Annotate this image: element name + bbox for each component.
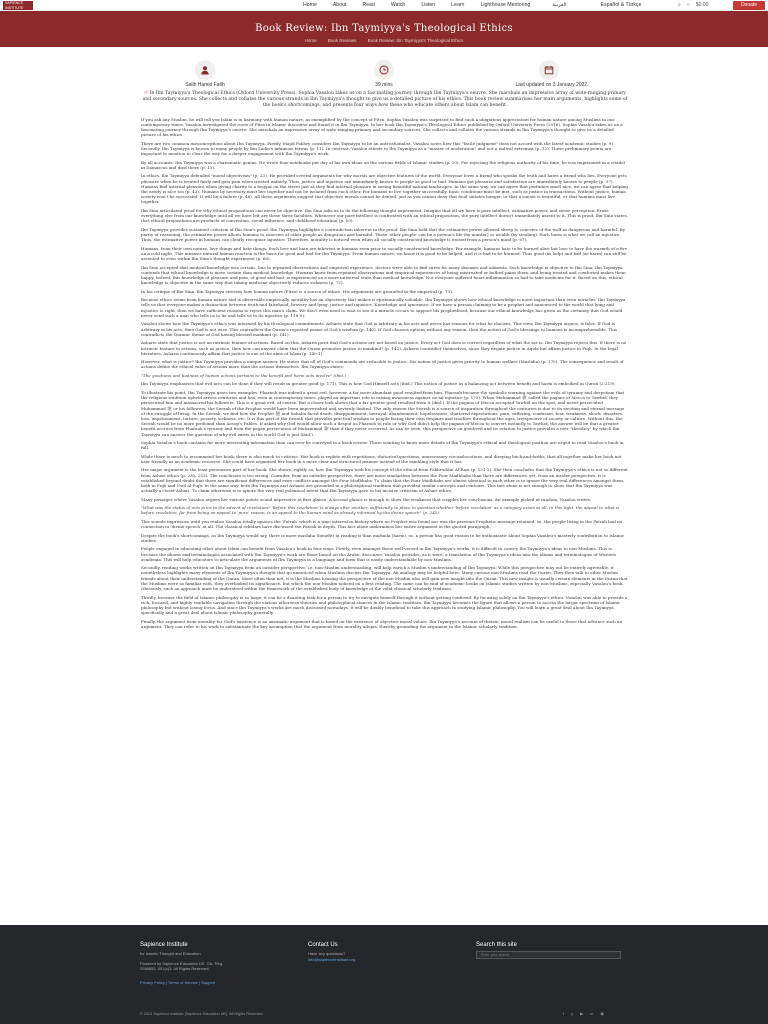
article-paragraph: Ibn Taymiyya provides sustained criticism of Ibn Sina's proof. Ibn Taymiyya highlights a contradiction inherent in the proof. Ibn Sina held that the estimative power allowed sheep to conceive of the wolf as dangerous and harmful. By parity of reasoning, the estimative power allows humans to conceive of other people as dangerous and harmful. These 'other people' can be a person's life (by murder) or wealth (by stealing). Such harm is what we call an injustice. Thus, the estimative power in humans can clearly recognise injustice. Therefore, morality is noticed even when all socially constructed knowledge is erased from a person's mind (p. 67). — [141, 226, 625, 243]
clock-icon — [374, 60, 394, 80]
block-quote: "What was the status of acts prior to the advent of revelation? 'Before this revelation' is always after another, sufficiently to place in question whether 'before revelation' as a category exists at all. In this light, the appeal to what is before revelation, far from being an appeal to 'pure' reason, is an appeal to the human mind as already informed by the divine speech" (p. 245). — [141, 505, 620, 516]
article-body — [0, 117, 768, 629]
article-paragraph: Asharis state that justice is not an intrinsic feature of actions. Based on this, Asharis posit that God's actions are not based on justice. Every act God does is correct regardless of what the act is. Ibn Taymiyya rejects this. If there is no intrinsic feature to actions, such as justice, then how can anyone claim that the Quran promotes justice to mankind? (p. 142). Asharis contradict themselves, since they negate justice in Aqida but affirm justice in Fiqh. In the legal literature, Asharis continuously affirm that justice is one of the aims of Islam (p. 140-1). — [141, 340, 627, 356]
article-paragraph: Humans, from their own nature, love things and hate things. Such love and hate are inherent in humans even prior to socially constructed knowledge. For example, humans hate to be burned alive but love to have the warmth of a fire on a cold night. This intrinsic natural human reaction is the basis for good and bad for Ibn Taymiyya. From human nature, we know it is good to be helped, and it is bad to be harmed. Thus good (as help) and bad (as harm) can still be assented to even within Ibn Sina's thought experiment (p. 68). — [141, 245, 628, 262]
article-paragraph: Secondly, reading works written on Ibn Taymiyya from an outsider perspective, i.e. non-Muslim understanding, will help enrich a Muslim's understanding of Ibn Taymiyya. While this perspective may not be entirely agreeable, it nonetheless highlights many elements of Ibn Taymiyya's thought that go unnoticed when Muslims discuss Ibn Taymiyya. An analogy may be helpful here. Many curious non-Muslims read the Quran. They then talk to other Muslim friends about their understanding of the Quran. More often than not, it is the Muslims hearing the perspective of the non-Muslim who will gain new insight into the Quran. This new insight is usually certain elements in the Quran that the Muslims were so familiar with, they overlooked its significance, but which the non-Muslim noticed on a first reading. The same can be said of academic books on Islamic studies written by non-Muslims, especially Vasalou's book. Obviously, such an approach must be understood within the framework of the established body of knowledge of the valid classical scholarly tradition. — [141, 565, 628, 592]
article-paragraph: Finally, the argument from morality for God's existence is an axiomatic argument that is based on the existence of objective moral values. Ibn Taymiyya's account of theistic moral realism can be useful to those that advance such an argument. They can refer to his work to substantiate the key assumption that the argument from morality adopts, thereby grounding the argument in the Islamic scholarly tradition. — [141, 618, 623, 629]
article-paragraph: Many passages where Vasalou argues her various points sound impressive at first glance. A second glance is enough to show the weakness that cripples her conclusions. An example picked at random, Vasalou writes: — [141, 496, 592, 502]
site-footer — [0, 925, 768, 1024]
article-paragraph: Because ethics stems from human nature and is observable empirically, morality has an objectivity that makes it epistemically valuable. Ibn Taymiyya shows how ethical knowledge is more important than even miracles. Ibn Taymiyya tells us that everyone makes a distinction between truth and falsehood, bravery and lying, justice and injustice. Knowledge and ignorance. If we have a person claiming to be a prophet and announced to the world that lying and injustice is right, then we have sufficient reasons to reject this man's claim. We don't even need to wait to see if a miracle occurs to support his prophethood, because our ethical knowledge has given us the certainty that God would never send such a man who tells us to lie and tells us to do injustice (p. 118-9). — [141, 297, 626, 318]
nav-link-arabic[interactable]: العربية — [552, 2, 567, 8]
article-paragraph: If you ask any Muslim, he will tell you Islam is in harmony with human nature, as exemplified by the concept of Fitra. Sophia Vasalou was surprised to find such a ubiquitous appreciation for human nature among Muslims in our contemporary times. Vasalou investigated the roots of Fitra in Islamic discourse and found it in Ibn Taymiyya. In her book Ibn Taymiyya's Theological Ethics published by Oxford University Press (2016), Sophia Vasalou takes us on a fascinating journey through Ibn Taymiyya's oeuvre. She marshals an impressive array of wide-ranging primary and secondary sources. She collects and collates the various strands in Ibn Taymiyya's thought to give us a detailed picture of his ethics. — [141, 116, 623, 138]
cart-total[interactable]: $0.00 — [695, 2, 709, 8]
author-icon — [195, 60, 215, 80]
account-icon[interactable]: ○ — [686, 2, 690, 8]
article-paragraph: In his critique of Ibn Sina, Ibn Taymiyya stresses how human nature (Fitra) is a source of ethics. His arguments are grounded in the empirical (p. 73). — [141, 288, 454, 294]
breadcrumb — [0, 38, 768, 43]
twitter-icon[interactable]: y — [571, 1011, 574, 1016]
footer-search-input[interactable]: Enter your search — [476, 951, 621, 959]
footer-legal-2: 2956852. 501(c)3. All Rights Reserved. — [140, 966, 210, 971]
article-paragraph: However, what is justice? Ibn Taymiyya provides a unique answer. He states that all of God's commands are reducible to justice. His notion of justice gives priority to human welfare (Maslaha) (p. 170). The consequence and result of actions define the ethical value of actions more than the actions themselves. Ibn Taymiyya states: — [141, 359, 624, 370]
footer-legal-1: Powered by Sapience Education UK. Cic. Reg. — [140, 960, 224, 966]
page-hero — [0, 11, 768, 47]
footer-about — [140, 942, 290, 985]
site-logo[interactable] — [3, 1, 33, 10]
breadcrumb-home[interactable]: Home — [304, 38, 317, 43]
logo-line-1: SAPIENCE — [5, 1, 24, 5]
copyright-text: © 2024 Sapience Institute (Sapience Education UK). All Rights Reserved. — [140, 1012, 264, 1016]
linkedin-icon[interactable]: in — [590, 1011, 594, 1016]
article-paragraph: This sounds impressive until you realise Vasalou totally ignores the 'Fatrah' which is a time interval in history where no Prophet was found nor was the previous Prophetic message retained, so, the people living in the Fatrah had no connection to 'divine speech' at all. The classical scholars have discussed the Fatrah in depth. This fact alone undermines her entire argument in the quoted paragraph. — [141, 518, 623, 530]
facebook-icon[interactable]: f — [563, 1011, 565, 1016]
article-abstract — [0, 91, 768, 109]
author-name[interactable]: Salih Hamid Fatih — [185, 82, 225, 88]
article-meta — [0, 47, 768, 89]
footer-email-link[interactable]: info@sapienceinstitute.org — [308, 956, 356, 962]
article-paragraph: Ibn Taymiyya emphasises that evil acts can be done if they will result in greater good (p. 171). This is how God Himself acts (ibid.) This notion of justice as a balancing act between benefit and harm is embodied in Quran (2:219). — [141, 381, 616, 387]
article-paragraph: Sophia Vasalou's book contains far more interesting information than can ever be conveyed in a book review. Those wanting to know more details of Ibn Taymiyya's ethical and theological position are urged to read Vasalou's book in full. — [141, 440, 624, 451]
nav-icons — [678, 2, 708, 8]
nav-link-listen[interactable]: Listen — [421, 2, 436, 8]
footer-contact-sub: Have any questions? — [308, 951, 346, 956]
footer-org-name: Sapience Institute — [140, 942, 188, 948]
top-navigation — [0, 0, 768, 11]
social-links — [563, 1011, 604, 1016]
read-time: 39 mins — [375, 82, 393, 88]
footer-contact — [308, 942, 448, 962]
footer-search-title: Search this site — [476, 942, 518, 948]
nav-links — [303, 0, 657, 11]
article-paragraph: Ibn Sina articulated proof for why ethical propositions can never be objective. Ibn Sina asks us to do the following thought experiment. Imagine that all we have is pure intellect, estimative power, and sense perception. Erase everything else from our knowledge until all we have left are these three faculties. Whenever our pure intellect is confronted with an ethical proposition, the pure intellect doesn't immediately assent to it. This is proof, Ibn Sina states, that ethical propositions are products of convention, social influence, and childhood education (p. 59). — [141, 207, 628, 224]
article-paragraph: In ethics, Ibn Taymiyya defended "moral objectivism" (p. 23). He provided several arguments for why morals are objective features of the world. Everyone loves a friend who speaks the truth and hates a friend who lies. Everyone gets pleasure when he is treated fairly and gets pain when treated unfairly. Thus, justice and injustice are immediately known to people as good or bad. Humans get pleasure and satisfaction are immediately known to people (p. 37). Humans find internal pleasure when giving charity to a beggar on the street just as they find internal pleasure in seeing beautiful natural landscapes. In the same way, we can agree that perfumes smell nice, we can agree that helping the needy is nice too (p. 43). Humans by necessity must live together and not be isolated from each other. For humans to live together successfully, basic conditions must be met, such as justice in transactions. Without justice, human society won't be successful. It will be a failure (p. 46). All these arguments suggest that objective morals cannot be denied, just as you cannot deny that food satiates hunger, or that a sunset is beautiful, or that humans must live together. — [141, 173, 628, 205]
logo-line-2: INSTITUTE — [5, 5, 24, 10]
article-paragraph: Her major argument is the least persuasive part of her book. She shows, rightly so, how Ibn Taymiyya took his concept of the ethical from Fakhruddin Al-Razi (p. 121-2). She then concludes that Ibn Taymiyya's ethics is not so different from Ashari ethics (p. 230, 253). The conclusion is too strong. Consider, from an outsider perspective, there are more similarities between the Four Madhhabs than there are differences, yet, from an insider perspective, it is established beyond doubt that there are significant differences and even conflicts amongst the Four Madhhabs. To claim that the Four Madhhabs are almost identical to each other is to ignore the very real differences amongst them, both in Fiqh and Usul al-Fiqh. In the same way, both Ibn Taymiyya and Asharis are grounded in a philosophical tradition that provided similar concepts and contours. This fact alone is not enough to show that Ibn Taymiyya was actually a closet-Ashari. To claim otherwise is to ignore the very real polemical intent that Ibn Taymiyya gave to his incisive criticism of Ashari ethics. — [141, 467, 628, 494]
footer-contact-title: Contact Us — [308, 942, 338, 948]
nav-link-home[interactable]: Home — [303, 2, 317, 8]
article-paragraph: Thirdly, because the field of Islamic philosophy is so large, it can be a daunting task for a person to try to navigate himself through it without getting confused. By focusing solely on Ibn Taymiyya's ethics, Vasalou was able to provide a rich, focused, and highly readable navigation through the various otherwise theories and philosophical stances in the Islamic tradition. Ibn Taymiyya becomes the figure that allows a person to access the larger spectrum of Islamic philosophy but without losing focus. And since Ibn Taymiyya's works are much discussed nowadays, it will be doubly beneficial to take this approach in studying Islamic philosophy. You will learn a great deal about Ibn Taymiyya specifically and a great deal about Islamic philosophy generally. — [141, 594, 628, 616]
headphones-icon: ☉ — [143, 91, 149, 96]
article-paragraph: Ibn Sina accepted that medical knowledge was certain. Due to repeated observations and empirical experience, doctors were able to find cures for many diseases and ailments. Such knowledge is objective to Ibn Sina. Ibn Taymiyya contends that ethical knowledge is more certain than medical knowledge. Humans know from repeated observations and empirical experiences of being mistreated or bullied pains them, and being treated and comforted makes them happy. Indeed, this knowledge of pleasure and pain, of good and bad, is experienced on a more universal scale than medical knowledge. Not everyone suffered heart inflammation so had to take medicine for it. Based on this, ethical knowledge is objective in the same way that taking medicine objectively reduces sickness (p. 72). — [141, 264, 626, 286]
search-icon[interactable]: ⌕ — [678, 2, 681, 8]
breadcrumb-current: Book Review: Ibn Taymiyya's Theological Ethics — [367, 38, 464, 43]
nav-link-learn[interactable]: Learn — [451, 2, 465, 8]
article-paragraph: To illustrate his point, Ibn Taymiyya gives two examples. Pharaoh was indeed a great evil, however, a far more abundant good resulted from him. Pharaoh became the symbolic warning against the evils of tyranny and despotism that the religious tradition upheld across centuries and has, even in contemporary times, played an important role in raising awareness against social injustice (p. 172). When Muhammad ﷺ called the pagans of Mecca to Tawhid, they persecuted him and massacred his followers. This is a great evil, of course. But a closer look shows that a far greater good resulted from it (ibid.). If the pagans of Mecca accepted Tawhid on the spot, and never persecuted Muhammad ﷺ or his followers, the Seerah of the Prophet would have been impoverished and severely limited. The only reason the Seerah is a source of inspiration throughout the centuries is due to its exciting and eternal message of the struggle of living. In the Seerah, we find how the Prophet ﷺ and Sahaba faced death, disappointment, betrayal, abandonment, hopelessness, shattered expectations, pain, suffering, confusion, fear, weakness, shock, disasters, loss, imprisonment, torture, poverty, sickness, etc. It is this part of the Seerah that provides practical wisdom to people facing their own despairs and troubles throughout the ages, irrespective of society or culture. Without this, the Seerah would be no more profound than Aesop's Fables. If asked why God would allow such a despot as Pharaoh to rule or why God didn't help the pagans of Mecca to convert instantly to Tawhid, the answer will be that a greater benefit accrues from Pharaoh's tyranny and from the pagan persecution of Muhammad ﷺ than if they never occurred. As can be seen, this perspective on good/evil and its relation to justice provides a new "theodicy" by which Ibn Taymiyya can answer the question of why evil exists in the world God is just (ibid.). — [141, 389, 625, 437]
article-paragraph: Despite the book's shortcomings, as Ibn Taymiyya would say, there is more maslaha (benefit) in reading it than mafsada (harm), so, a person has good reason to be enthusiastic about Sophia Vasalou's masterly contribution to Islamic studies. — [141, 532, 625, 543]
article-paragraph: There are two common misconceptions about Ibn Taymiyya. Firstly, Majid Fakhry considers Ibn Taymiyya to be an anti-rationalist. Vasalou notes how this "facile judgment" does not accord with the latest academic studies (p. 9). Secondly, Ibn Taymiyya is known to many people by Bin Ladin's infamous fatwas (p. 11). In contrast, Vasalou attests to Ibn Taymiyya as a "master of moderation" and not a radical extremist (p. 12). These preliminary points are important to mention to clear the way for a deeper engagement with Ibn Taymiyya's work. — [141, 140, 615, 157]
block-quote: "The goodness and badness of human actions pertains to the benefit and harm acts involve" (ibid.) — [141, 372, 346, 378]
article-paragraph: People engaged in educating other about Islam can benefit from Vasalou's book in four ways. Firstly, even amongst those well-versed in Ibn Taymiyya's works, it is difficult to convey Ibn Taymiyya's ideas to non-Muslims. This is because the idioms and terminologies associated with Ibn Taymiyya's work are those based on the Arabic discourse. Vasalou provides, as it were, a translation of Ibn Taymiyya's ideas into the idioms and terminologies of Western academia. This will help educators to articulate the arguments of Ibn Taymiyya in a language and form that is easily understandable by non-Muslims. — [141, 546, 616, 562]
calendar-icon — [539, 60, 559, 80]
article-paragraph: While there is much to recommend her book, there is also much to criticise. Her book is replete with repetitions, rhetorical questions, unnecessary circumlocutions, and dizzying back-and-forths, that all together make her book not user friendly as an academic resource. She could have organised her book in a more clear and structured manner instead of the rambling style that it has. — [141, 453, 622, 464]
nav-link-lighthouse[interactable]: Lighthouse Mentoring — [480, 2, 531, 8]
last-updated: Last updated on 3 January 2022. — [515, 82, 589, 88]
abstract-text: In Ibn Taymiyya's Theological Ethics (Oxford University Press), Sophia Vasalou takes us on a fascinating journey through Ibn Taymiyya's oeuvre. She marshals an impressive array of wide-ranging primary and secondary sources. She collects and collates the various strands in Ibn Taymiyya's thought to give us a detailed picture of his ethics. This book review summarises her main arguments, highlights some of the book's shortcomings, and presents four ways how these who educate others about Islam can benefit. — [142, 91, 628, 108]
nav-link-about[interactable]: About — [332, 2, 347, 8]
footer-policy-links[interactable]: Privacy Policy | Terms of Service | Support — [140, 979, 216, 985]
youtube-icon[interactable]: ▶ — [580, 1011, 584, 1016]
nav-link-watch[interactable]: Watch — [390, 2, 406, 8]
article-paragraph: By all accounts, Ibn Taymiyya was a charismatic genius. He wrote four notebooks per day of his own ideas on the various fields of Islamic studies (p. 10). For rejecting the religious authority of his time, he was imprisoned in a citadel in Damascus and died there (p. 11). — [141, 159, 625, 170]
breadcrumb-book-reviews[interactable]: Book Reviews — [327, 38, 357, 43]
nav-link-spanish-turkish[interactable]: Español & Türkçe — [600, 2, 642, 8]
article-paragraph: Vasalou shows how Ibn Taymiyya's ethics was informed by his theological commitments. Asharis state that God is arbitrary in his acts and never has reasons for what he chooses. This view, Ibn Taymiyya argues, is false. If God is arbitrary in his acts, then God is not wise. This contradicts the Quran's repeated praise of God's wisdom (p. 140). If God chooses options without any reason, then the notion of God's blessings to humans is incomprehensible. This contradicts the Quranic theme of God having blessed mankind (p. 141). — [141, 321, 617, 337]
footer-search — [476, 942, 636, 959]
page-title: Book Review: Ibn Taymiyya's Theological Ethics — [255, 23, 513, 34]
nav-link-read[interactable]: Read — [362, 2, 375, 8]
instagram-icon[interactable]: ◉ — [600, 1011, 604, 1016]
donate-button[interactable]: Donate — [733, 1, 765, 10]
footer-org-tagline: for Islamic Thought and Education — [140, 951, 201, 956]
